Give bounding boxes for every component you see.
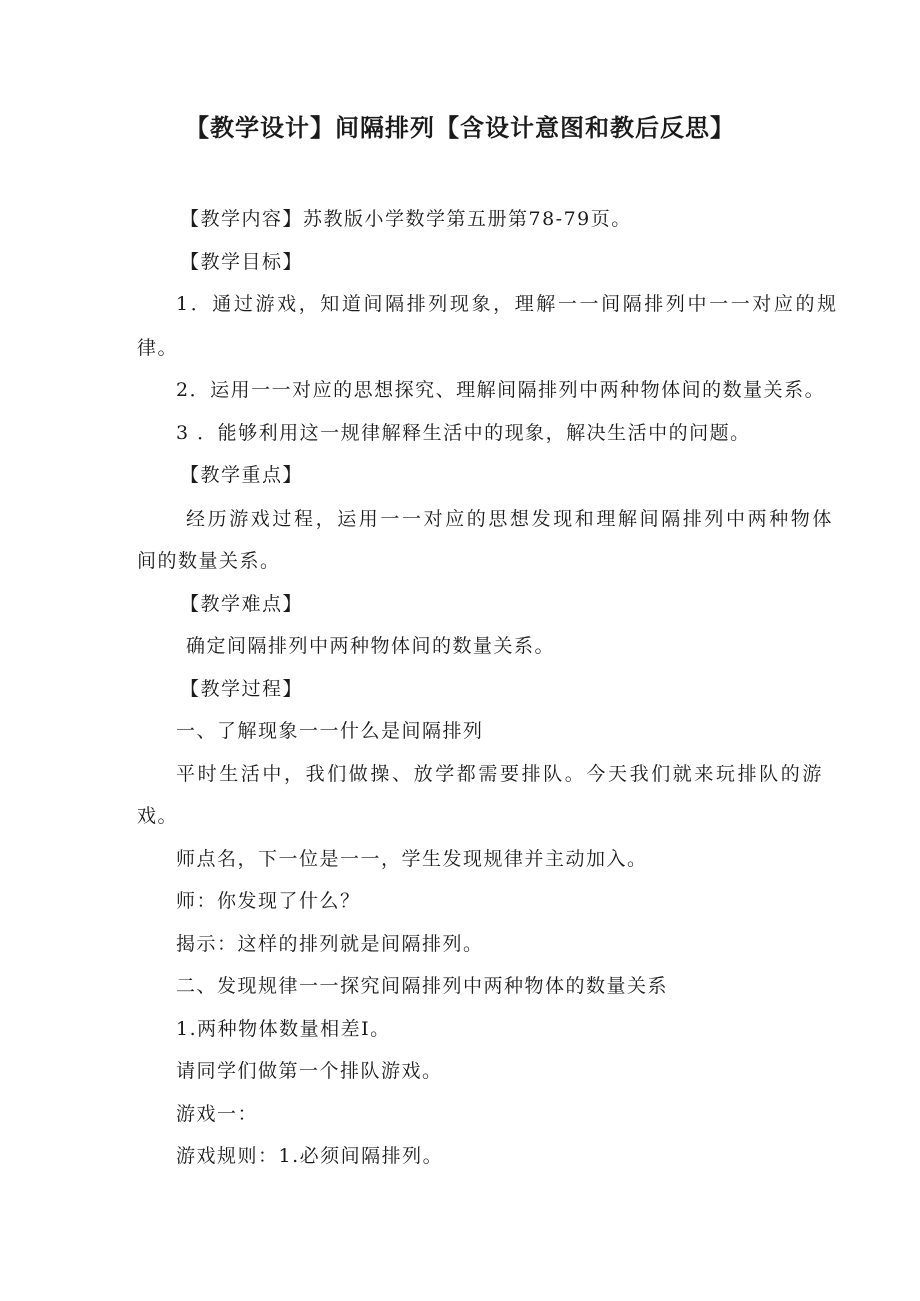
game-one-label: 游戏一： <box>176 1103 259 1125</box>
focus-line-2: 间的数量关系。 <box>137 550 281 572</box>
process-line-3: 师点名，下一位是一一，学生发现规律并主动加入。 <box>176 848 648 870</box>
goal-2-line: 2．运用一一对应的思想探究、理解间隔排列中两种物体间的数量关系。 <box>176 379 826 401</box>
heading-teaching-process: 【教学过程】 <box>180 678 304 700</box>
process-line-5: 揭示：这样的排列就是间隔排列。 <box>176 933 484 955</box>
process-line-1: 平时生活中，我们做操、放学都需要排队。今天我们就来玩排队的游 <box>176 763 825 785</box>
heading-teaching-difficulty: 【教学难点】 <box>180 593 304 615</box>
goal-1-line-2: 律。 <box>137 337 179 359</box>
teaching-content-line: 【教学内容】苏教版小学数学第五册第78-79页。 <box>180 208 632 230</box>
process-line-2: 戏。 <box>137 805 179 827</box>
process-line-4: 师：你发现了什么？ <box>176 890 361 912</box>
goal-1-line-1: 1．通过游戏，知道间隔排列现象，理解一一间隔排列中一一对应的规 <box>176 293 839 315</box>
heading-teaching-goals: 【教学目标】 <box>180 251 304 273</box>
process-line-6: 1.两种物体数量相差I。 <box>176 1018 391 1040</box>
game-rules-line: 游戏规则：1.必须间隔排列。 <box>176 1145 444 1167</box>
focus-line-1: 经历游戏过程，运用一一对应的思想发现和理解间隔排列中两种物体 <box>186 508 835 530</box>
section-1-heading: 一、了解现象一一什么是间隔排列 <box>176 720 484 742</box>
document-title: 【教学设计】间隔排列【含设计意图和教后反思】 <box>185 114 735 142</box>
goal-3-line: 3 ．能够利用这一规律解释生活中的现象，解决生活中的问题。 <box>176 422 751 444</box>
process-line-7: 请同学们做第一个排队游戏。 <box>176 1060 443 1082</box>
heading-teaching-focus: 【教学重点】 <box>180 464 304 486</box>
section-2-heading: 二、发现规律一一探究间隔排列中两种物体的数量关系 <box>176 975 669 997</box>
difficulty-line: 确定间隔排列中两种物体间的数量关系。 <box>186 635 556 657</box>
